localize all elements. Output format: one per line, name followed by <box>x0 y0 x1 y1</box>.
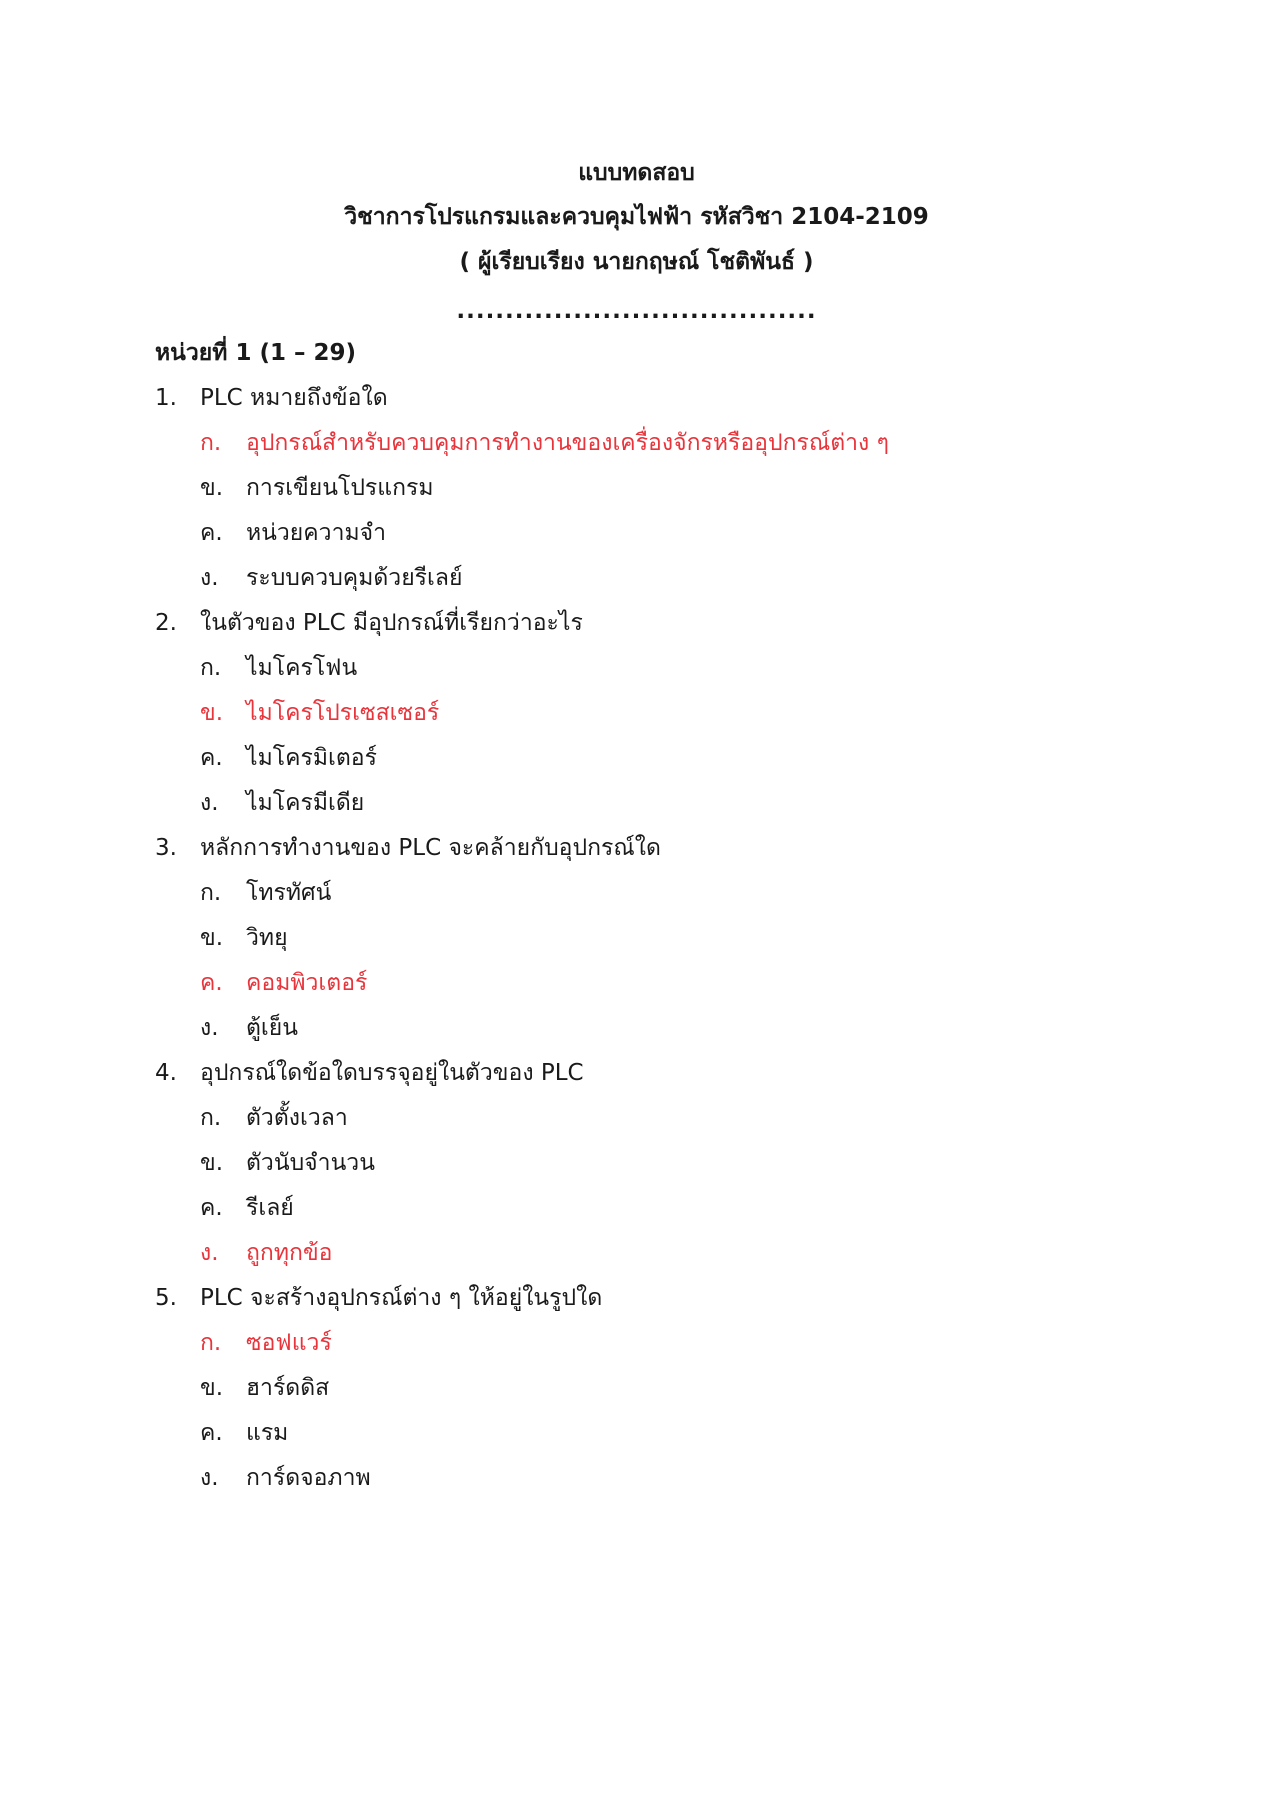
choice-letter: ก. <box>200 880 222 906</box>
dotted-divider: ..................................... <box>456 298 817 324</box>
choice-letter: ค. <box>200 1420 223 1446</box>
choice-text: วิทยุ <box>246 925 288 951</box>
choice-text: ฮาร์ดดิส <box>246 1375 330 1401</box>
choice-text: อุปกรณ์สำหรับควบคุมการทำงานของเครื่องจักรหรืออุปกรณ์ต่าง ๆ <box>246 430 889 456</box>
choice-letter: ง. <box>200 1465 219 1491</box>
choice-letter: ข. <box>200 1375 224 1401</box>
choice-letter: ค. <box>200 520 223 546</box>
choice-letter: ง. <box>200 1015 219 1041</box>
choice-letter: ค. <box>200 1195 223 1221</box>
choice-text: รีเลย์ <box>246 1195 294 1221</box>
choice-text: ตัวตั้งเวลา <box>246 1105 348 1131</box>
choice-letter: ก. <box>200 430 222 456</box>
question-number: 1. <box>155 385 177 411</box>
choice-text: ไมโครมิเตอร์ <box>246 745 377 771</box>
choice-text: ไมโครโฟน <box>246 655 358 681</box>
choice-letter: ก. <box>200 1105 222 1131</box>
question-number: 2. <box>155 610 177 636</box>
unit-heading: หน่วยที่ 1 (1 – 29) <box>155 340 357 366</box>
question-text: PLC จะสร้างอุปกรณ์ต่าง ๆ ให้อยู่ในรูปใด <box>200 1285 603 1311</box>
choice-letter: ง. <box>200 1240 219 1266</box>
choice-letter: ข. <box>200 700 224 726</box>
question-text: ในตัวของ PLC มีอุปกรณ์ที่เรียกว่าอะไร <box>200 610 583 636</box>
choice-letter: ง. <box>200 790 219 816</box>
subject-line: วิชาการโปรแกรมและควบคุมไฟฟ้า รหัสวิชา 2104-2109 <box>344 204 929 230</box>
choice-text: การ์ดจอภาพ <box>246 1465 371 1491</box>
choice-text: ตัวนับจำนวน <box>246 1150 375 1176</box>
question-text: อุปกรณ์ใดข้อใดบรรจุอยู่ในตัวของ PLC <box>200 1060 584 1086</box>
question-text: หลักการทำงานของ PLC จะคล้ายกับอุปกรณ์ใด <box>200 835 661 861</box>
choice-text: ไมโครมีเดีย <box>246 790 365 816</box>
choice-text: ถูกทุกข้อ <box>246 1240 333 1266</box>
choice-letter: ค. <box>200 745 223 771</box>
choice-text: ระบบควบคุมด้วยรีเลย์ <box>246 565 463 591</box>
choice-letter: ก. <box>200 655 222 681</box>
choice-text: คอมพิวเตอร์ <box>246 970 368 996</box>
choice-letter: ค. <box>200 970 223 996</box>
question-number: 5. <box>155 1285 177 1311</box>
choice-text: การเขียนโปรแกรม <box>246 475 434 501</box>
choice-text: โทรทัศน์ <box>246 880 332 906</box>
choice-text: หน่วยความจำ <box>246 520 387 546</box>
choice-letter: ข. <box>200 1150 224 1176</box>
choice-letter: ข. <box>200 925 224 951</box>
author-line: ( ผู้เรียบเรียง นายกฤษณ์ โชติพันธ์ ) <box>459 249 814 275</box>
choice-text: แรม <box>246 1420 289 1446</box>
question-text: PLC หมายถึงข้อใด <box>200 385 388 411</box>
choice-text: ตู้เย็น <box>246 1015 298 1041</box>
question-number: 3. <box>155 835 177 861</box>
exam-title: แบบทดสอบ <box>578 160 695 186</box>
choice-text: ซอฟแวร์ <box>246 1330 332 1356</box>
question-number: 4. <box>155 1060 177 1086</box>
choice-text: ไมโครโปรเซสเซอร์ <box>246 700 440 726</box>
choice-letter: ก. <box>200 1330 222 1356</box>
choice-letter: ข. <box>200 475 224 501</box>
choice-letter: ง. <box>200 565 219 591</box>
